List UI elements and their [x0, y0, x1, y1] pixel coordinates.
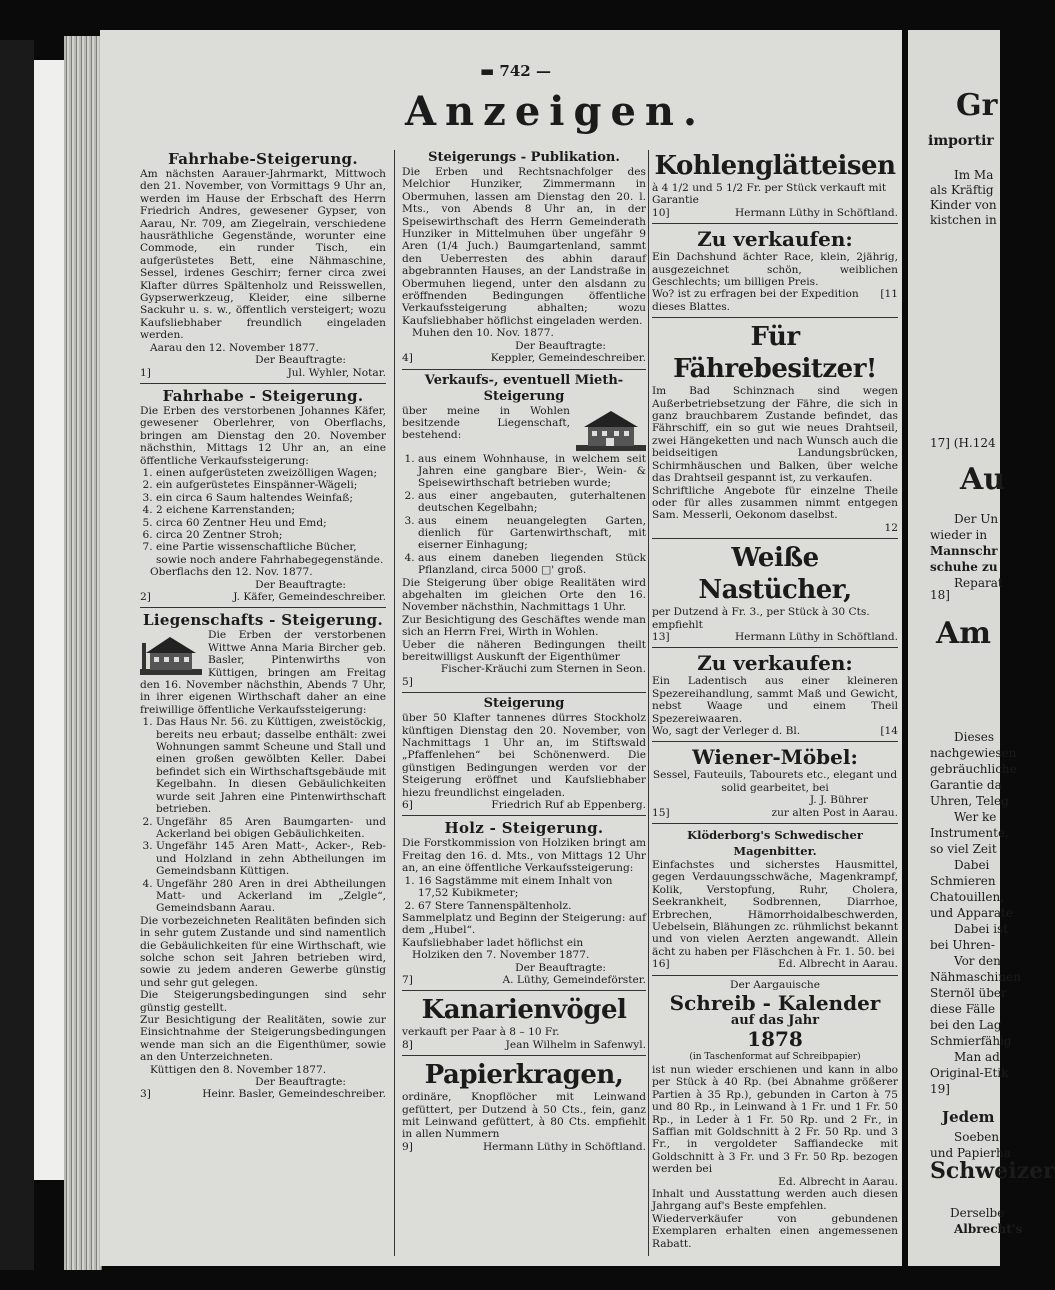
list-item: 2. ein aufgerüstetes Einspänner-Wägeli;: [156, 479, 386, 491]
ad-weisse-nastuecher: [652, 538, 898, 647]
ad-signer: Hermann Lüthy in Schöftland.: [734, 206, 898, 219]
ad-body: Sessel, Fauteuils, Tabourets etc., elegant und solid gearbeitet, bei: [652, 769, 898, 794]
adjacent-line: 19]: [930, 1082, 950, 1096]
adjacent-line: Schmieren: [930, 874, 996, 888]
adjacent-line: Schweizer: [930, 1158, 1055, 1184]
ad-heading: Steigerungs - Publikation.: [428, 150, 620, 165]
ad-body: über 50 Klafter tannenes dürres Stockholz künftigen Dienstag den 20. November, von Nachmittags 1 Uhr an, im Stiftswald „Pfaffenlehen“ bei Schönenwerd. Die günstigen Bedingungen werden vor der Steigerung eröffnet und Kaufsliebhaber hiezu freundlichst eingeladen.: [402, 712, 646, 799]
list-item: 2. 67 Stere Tannenspältenholz.: [418, 900, 646, 912]
ad-signer: Jul. Wyhler, Notar.: [287, 366, 386, 379]
list-item: 1. 16 Sagstämme mit einem Inhalt von 17,52 Kubikmeter;: [418, 875, 646, 900]
adjacent-page: [908, 30, 1055, 1266]
ad-signer: A. Lüthy, Gemeindeförster.: [502, 973, 646, 986]
ad-body: per Dutzend à Fr. 3., per Stück à 30 Cts. empfiehlt: [652, 606, 870, 631]
book-spine: [0, 40, 34, 1270]
adjacent-line: und Papierha: [930, 1146, 1011, 1160]
ad-signer: Heinr. Basler, Gemeindeschreiber.: [202, 1088, 386, 1101]
ad-number: 16]: [652, 958, 670, 971]
list-item: 4. aus einem daneben liegenden Stück Pflanzland, circa 5000 □' groß.: [418, 552, 646, 577]
list-item: 3. Ungefähr 145 Aren Matt-, Acker-, Reb- und Holzland in zehn Abtheilungen im Gemeindsbann Küttigen.: [156, 840, 386, 877]
column-2: [402, 150, 646, 1157]
column-rule-2: [648, 150, 649, 1256]
ad-heading: Weiße Nastücher,: [698, 543, 852, 606]
adjacent-line: Original-Etik: [930, 1066, 1009, 1080]
ad-footer: [402, 799, 646, 811]
adjacent-line: Reparat: [954, 576, 1003, 590]
ad-agent-label: Der Beauftragte:: [515, 961, 606, 974]
adjacent-line: importir: [928, 133, 994, 149]
adjacent-line: so viel Zeit: [930, 842, 997, 856]
ad-paragraph: Die Steigerung über obige Realitäten wird abgehalten im gleichen Orte den 16. November nächsthin, Nachmittags 1 Uhr.: [402, 576, 646, 614]
ad-footer: [652, 207, 898, 219]
ad-date: Küttigen den 8. November 1877.: [150, 1063, 327, 1076]
ad-number: 13]: [652, 630, 670, 643]
ad-items: [402, 453, 646, 577]
ad-paragraph: Schriftliche Angebote für einzelne Theile oder für alles zusammen nimmt entgegen Sam. Messerli, Oekonom daselbst.: [652, 484, 898, 522]
ad-heading: Papierkragen,: [424, 1060, 624, 1091]
ad-number: [14: [880, 724, 898, 737]
list-item: 3. aus einem neuangelegten Garten, dienlich für Gartenwirthschaft, mit eiserner Einhagung;: [418, 515, 646, 552]
ad-footer: [652, 288, 898, 313]
adjacent-line: Garantie da: [930, 778, 1002, 792]
ad-steigerungs-publikation: [402, 150, 646, 369]
page-number-value: 742: [499, 62, 531, 80]
ad-paragraph: Inhalt und Ausstattung werden auch diesen Jahrgang auf's Beste empfehlen.: [652, 1187, 898, 1213]
ad-heading: Steigerung: [483, 696, 565, 712]
ad-signer: Keppler, Gemeindeschreiber.: [490, 352, 646, 365]
ad-heading: Schreib - Kalender: [669, 991, 881, 1016]
adjacent-line: Au: [960, 462, 1006, 497]
ad-footer: [652, 958, 898, 970]
ad-body: Die Erben und Rechtsnachfolger des Melchior Hunziker, Zimmermann in Obermuhen, lassen am Dienstag den 20. l. Mts., von Abends 8 Uhr an, in der Speisewirthschaft des Herrn Gemeinderath Hunziker in Mittelmuhen über ungefähr 9 Aren (1/4 Juch.) Baumgartenland, sammt den Ueberresten des abhin darauf abgebrannten Hauses, an der Landstraße in Obermuhen liegend, unter den alsdann zu eröffnenden Bedingungen öffentliche Verkaufssteigerung abhalten; wozu Kaufsliebhaber höflichst eingeladen werden.: [402, 166, 646, 327]
ad-date: Oberflachs den 12. Nov. 1877.: [150, 566, 313, 579]
adjacent-line: Man ad: [954, 1050, 1000, 1064]
adjacent-line: Dabei ist: [954, 922, 1009, 936]
ad-papierkragen: [402, 1055, 646, 1157]
adjacent-line: Albrecht's: [954, 1222, 1023, 1236]
ad-heading: Zu verkaufen:: [697, 651, 853, 676]
ad-year: 1878: [747, 1027, 803, 1052]
adjacent-line: Sternöl über: [930, 986, 1007, 1000]
ad-paragraph: Wiederverkäufer von gebundenen Exemplaren erhalten einen angemessenen Rabatt.: [652, 1212, 898, 1250]
ad-items: [140, 716, 386, 915]
ad-heading: Kohlenglätteisen: [654, 151, 896, 181]
ad-paragraph: Ueber die näheren Bedingungen theilt bereitwilligst Auskunft der Eigenthümer: [402, 638, 646, 663]
ad-number: 6]: [402, 799, 413, 812]
page-edge-strip: [34, 60, 64, 1180]
ad-number: 3]: [140, 1088, 151, 1101]
ad-footer: [402, 352, 646, 364]
ad-heading: Verkaufs-, eventuell Mieth-Steigerung: [424, 372, 624, 404]
adjacent-line: und Apparate: [930, 906, 1013, 920]
adjacent-line: Am: [936, 616, 992, 651]
adjacent-line: Vor den: [954, 954, 1001, 968]
ad-number: 15]: [652, 806, 670, 819]
adjacent-line: nachgewiesen: [930, 746, 1017, 760]
ad-date: Aarau den 12. November 1877.: [150, 341, 319, 354]
ad-subtitle: auf das Jahr: [730, 1013, 820, 1029]
ad-heading: Fahrhabe - Steigerung.: [162, 386, 364, 405]
ad-zu-verkaufen-dachshund: [652, 223, 898, 317]
ad-heading: Fahrhabe-Steigerung.: [168, 150, 358, 168]
ad-signer: Friedrich Ruf ab Eppenberg.: [491, 799, 646, 812]
ad-footer: [652, 631, 898, 643]
list-item: 2. aus einer angebauten, guterhaltenen deutschen Kegelbahn;: [418, 490, 646, 515]
adjacent-line: Kinder von: [930, 198, 997, 212]
ad-paragraph: Zur Besichtigung des Geschäftes wende man sich an Herrn Frei, Wirth in Wohlen.: [402, 613, 646, 639]
ad-footer: [652, 725, 898, 737]
ad-paragraph: Zur Besichtigung der Realitäten, sowie zur Einsichtnahme der Steigerungsbedingungen wende man sich an die Eigenthümer, sowie an den Unterzeichneten.: [140, 1014, 386, 1064]
page-edges: [64, 36, 102, 1270]
ad-magenbitter: [652, 823, 898, 975]
adjacent-line: Der Un: [954, 512, 999, 526]
ad-heading: Klöderborg's Schwedischer Magenbitter.: [687, 828, 863, 858]
house-illustration: [140, 631, 202, 675]
adjacent-line: Dabei: [954, 858, 990, 872]
list-item: 1. Das Haus Nr. 56. zu Küttigen, zweistöckig, bereits neu erbaut; dasselbe enthält: zwei Wohnungen sammt Scheune und Stall und einen großen gewölbten Keller. Dabei befindet sich ein Wirthschaftsgebäude mit Kegelbahn. In diesen Gebäulichkeiten wurde seit Jahren eine Pintenwirthschaft betrieben.: [156, 716, 386, 815]
adjacent-line: 18]: [930, 588, 950, 602]
adjacent-line: diese Fälle: [930, 1002, 996, 1016]
ad-paragraph: Die Steigerungsbedingungen sind sehr günstig gestellt.: [140, 989, 386, 1014]
ad-body: Die Forstkommission von Holziken bringt am Freitag den 16. d. Mts., von Mittags 12 Uhr an, an eine öffentliche Verkaufssteigerung:: [402, 837, 646, 875]
ad-signer: Hermann Lüthy in Schöftland.: [482, 1140, 646, 1153]
adjacent-line: als Kräftig: [930, 183, 994, 197]
adjacent-line: Nähmaschinen: [930, 970, 1021, 984]
ad-heading: Wiener-Möbel:: [692, 745, 858, 770]
ad-number: 10]: [652, 206, 670, 219]
ad-body: Ein Ladentisch aus einer kleineren Spezereihandlung, sammt Maß und Gewicht, nebst Waage und einem Theil Spezereiwaaren.: [652, 675, 898, 725]
ad-paragraph: Kaufsliebhaber ladet höflichst ein: [402, 936, 584, 949]
adjacent-line: Derselbe: [950, 1206, 1005, 1220]
ad-body: Einfachstes und sicherstes Hausmittel, gegen Verdauungsschwäche, Magenkrampf, Kolik, Verstopfung, Ruhr, Cholera, Seekrankheit, Sodbrennen, Diarrhoe, Erbrechen, Hämorrhoidalbeschwerden, Uebelsein, Blähungen zc. rühmlichst bekannt und von vielen Aerzten angewandt. Allein ächt zu haben per Fläschchen à Fr. 1. 50. bei: [652, 859, 898, 958]
adjacent-line: Chatouillen,: [930, 890, 1004, 904]
ad-agent-label: Der Beauftragte:: [515, 339, 606, 352]
ad-number: 1]: [140, 366, 151, 379]
adjacent-line: Mannschr: [930, 544, 998, 558]
list-item: 4. 2 eichene Karrenstanden;: [156, 504, 386, 516]
ad-wiener-moebel: [652, 741, 898, 823]
adjacent-line: Schmierfähig: [930, 1034, 1012, 1048]
ad-body: Im Bad Schinznach sind wegen Außerbetriebsetzung der Fähre, die sich in ganz brauchbarem Zustande befindet, das Fährschiff, ein so gut wie neues Drahtseil, zwei Hängeketten und nach Wunsch auch die beidseitigen Landungsbrücken, Schirmhäuschen und Balken, über welche das Drahtseil gespannt ist, zu verkaufen.: [652, 385, 898, 485]
ad-number: 5]: [402, 675, 413, 688]
ad-body: à 4 1/2 und 5 1/2 Fr. per Stück verkauft mit Garantie: [652, 182, 887, 207]
adjacent-line: Dieses: [954, 730, 994, 744]
ad-signer: Fischer-Kräuchi zum Sternen in Seon.: [440, 663, 646, 676]
ad-kanarienvoegel: [402, 990, 646, 1055]
adjacent-line: Soeben: [954, 1130, 1000, 1144]
ad-number: 4]: [402, 352, 413, 365]
ad-verkaufs-mieth-steigerung: [402, 369, 646, 693]
ad-signer: J. Käfer, Gemeindeschreiber.: [233, 591, 386, 603]
ad-agent-label: Der Beauftragte:: [255, 354, 346, 367]
ad-format: (in Taschenformat auf Schreibpapier): [689, 1052, 861, 1063]
ad-agent-label: Der Beauftragte:: [255, 1076, 346, 1089]
adjacent-line: Jedem: [942, 1108, 995, 1126]
ad-schreib-kalender: [652, 975, 898, 1254]
ad-body: Ein Dachshund ächter Race, klein, 2jährig, ausgezeichnet schön, weiblichen Geschlechts; um billigen Preis.: [652, 251, 898, 289]
ad-body: verkauft per Paar à 8 – 10 Fr.: [402, 1026, 560, 1039]
ad-paragraph: Sammelplatz und Beginn der Steigerung: auf dem „Hubel“.: [402, 911, 646, 937]
list-item: 4. Ungefähr 280 Aren in drei Abtheilungen Matt- und Ackerland im „Zelgle“, Gemeindsbann Aarau.: [156, 878, 386, 915]
adjacent-line: kistchen in: [930, 213, 997, 227]
adjacent-line: schuhe zu: [930, 560, 998, 574]
ad-body: Am nächsten Aarauer-Jahrmarkt, Mittwoch den 21. November, von Vormittags 9 Uhr an, werden im Hause der Erbschaft des Herrn Friedrich Andres, gewesener Gypser, von Aarau, Nr. 709, am Ziegelrain, verschiedene hausräthliche Gegenstände, worunter eine Commode, ein runder Tisch, ein aufgerüstetes Bett, eine Nähmaschine, Sessel, irdenes Geschirr; ferner circa zwei Klafter dürres Spältenholz und Reisswellen, Gypserwerkzeug, Kleider, eine silberne Sackuhr u. s. w., öffentlich versteigert; wozu Kaufsliebhaber freundlich eingeladen werden.: [140, 168, 386, 342]
adjacent-line: Im Ma: [954, 168, 994, 182]
ad-paragraph: Wo? ist zu erfragen bei der Expedition dieses Blattes.: [652, 288, 859, 313]
adjacent-line: Wer ke: [954, 810, 997, 824]
ad-signer: Hermann Lüthy in Schöftland.: [734, 630, 898, 643]
ad-paragraph: Wo, sagt der Verleger d. Bl.: [652, 724, 801, 737]
ad-stockholz-steigerung: [402, 692, 646, 815]
ad-signer: Ed. Albrecht in Aarau.: [778, 1175, 898, 1188]
ad-body: Die Erben des verstorbenen Johannes Käfer, gewesener Oberlehrer, von Oberflachs, bringen am Dienstag den 20. November nächsthin, Mittags 12 Uhr an, an eine öffentliche Verkaufssteigerung:: [140, 404, 386, 467]
adjacent-line: 17] (H.124: [930, 436, 996, 450]
ad-fahrhabe-steigerung-oberflachs: [140, 383, 386, 608]
ad-number: 7]: [402, 973, 413, 986]
list-item: 3. ein circa 6 Saum haltendes Weinfaß;: [156, 492, 386, 504]
ad-date: Holziken den 7. November 1877.: [412, 949, 590, 962]
ad-items: [402, 875, 646, 912]
ad-heading: Zu verkaufen:: [697, 227, 853, 252]
newspaper-page: [100, 30, 902, 1266]
ad-footer: [402, 974, 646, 986]
ad-intro: über meine in Wohlen besitzende Liegenschaft, bestehend:: [402, 404, 570, 442]
list-item: 5. circa 60 Zentner Heu und Emd;: [156, 517, 386, 529]
ad-footer: [140, 1088, 386, 1100]
adjacent-line: bei Uhren-: [930, 938, 995, 952]
ad-number: 12: [884, 521, 898, 534]
adjacent-line: Gr: [956, 88, 998, 123]
page-title: Anzeigen.: [405, 88, 706, 135]
ad-paragraph: Die vorbezeichneten Realitäten befinden sich in sehr gutem Zustande und sind namentlich die Gebäulichkeiten für eine Wirthschaft, wie solche schon seit Jahren betrieben wird, sowie zu jedem anderen Gewerbe günstig und sehr gut gelegen.: [140, 914, 386, 989]
ad-heading: Kanarienvögel: [421, 995, 627, 1026]
ad-number: 9]: [402, 1140, 413, 1153]
ad-pretitle: Der Aargauische: [730, 978, 820, 991]
ad-signer: Ed. Albrecht in Aarau.: [778, 958, 898, 971]
page-number: ▬ 742 —: [480, 62, 551, 80]
ad-footer: [652, 807, 898, 819]
ad-signer: Jean Wilhelm in Safenwyl.: [505, 1038, 646, 1051]
ad-footer: [402, 1039, 646, 1051]
column-3: [652, 150, 898, 1254]
adjacent-line: Uhren, Teleg: [930, 794, 1009, 808]
list-item: 1. aus einem Wohnhause, in welchem seit Jahren eine gangbare Bier-, Wein- & Speisewirthschaft betrieben wurde;: [418, 453, 646, 490]
ad-kohlenglaetteisen: [652, 150, 898, 223]
ad-signer-address: zur alten Post in Aarau.: [771, 806, 898, 819]
list-item: 1. einen aufgerüsteten zweizölligen Wagen;: [156, 467, 386, 479]
ad-number: [11: [880, 288, 898, 301]
adjacent-line: gebräuchliche: [930, 762, 1017, 776]
ad-heading: Liegenschafts - Steigerung.: [143, 611, 383, 630]
list-item: 6. circa 20 Zentner Stroh;: [156, 529, 386, 541]
ad-intro: Die Erben der verstorbenen Wittwe Anna Maria Bircher geb. Basler, Pintenwirths von Küttigen, bringen am Freitag den 16. November nächsthin, Abends 7 Uhr, in ihrer eigenen Wirthschaft daher an eine freiwillige öffentliche Verkaufssteigerung:: [140, 629, 386, 716]
ad-heading: Holz - Steigerung.: [444, 819, 604, 838]
ad-liegenschafts-steigerung: [140, 607, 386, 1104]
ad-items: [140, 467, 386, 566]
ad-number: 8]: [402, 1038, 413, 1051]
ad-number: 2]: [140, 591, 151, 603]
ad-holz-steigerung: [402, 815, 646, 990]
ad-signer: J. J. Bührer: [809, 794, 868, 807]
adjacent-line: bei den Lag: [930, 1018, 1002, 1032]
column-1: [140, 150, 386, 1105]
list-item: 7. eine Partie wissenschaftliche Bücher, sowie noch andere Fahrhabegegenstände.: [156, 541, 386, 566]
column-rule-1: [394, 150, 395, 1256]
list-item: 2. Ungefähr 85 Aren Baumgarten- und Ackerland bei obigen Gebäulichkeiten.: [156, 816, 386, 841]
adjacent-line: wieder in: [930, 528, 988, 542]
ad-fuer-faehrebesitzer: [652, 317, 898, 538]
ad-footer: [140, 367, 386, 379]
ad-body: ordinäre, Knopflöcher mit Leinwand gefüttert, per Dutzend à 50 Cts., fein, ganz mit Leinwand gefüttert, à 80 Cts. empfiehlt in allen Nummern: [402, 1091, 646, 1141]
ad-date: Muhen den 10. Nov. 1877.: [412, 327, 554, 340]
adjacent-line: Instrumente,: [930, 826, 1009, 840]
ad-body: ist nun wieder erschienen und kann in albo per Stück à 40 Rp. (bei Abnahme größerer Partien à 35 Rp.), gebunden in Carton à 75 und 80 Rp., in Leinwand à 1 Fr. und 1 Fr. 50 Rp., in Leder à 1 Fr. 50 Rp. und 2 Fr., in Saffian mit Goldschnitt à 2 Fr. 50 Rp. und 3 Fr., in vergoldeter Saffiandecke mit Goldschnitt à 3 Fr. und 3 Fr. 50 Rp. bezogen werden bei: [652, 1063, 898, 1176]
ad-heading: Für Fährebesitzer!: [673, 322, 877, 385]
ad-footer: [140, 591, 386, 603]
ad-fahrhabe-steigerung-aarau: [140, 150, 386, 383]
ad-zu-verkaufen-ladentisch: [652, 647, 898, 741]
ad-agent-label: Der Beauftragte:: [255, 578, 346, 591]
ad-footer: [402, 1141, 646, 1153]
house-illustration: [576, 407, 646, 451]
